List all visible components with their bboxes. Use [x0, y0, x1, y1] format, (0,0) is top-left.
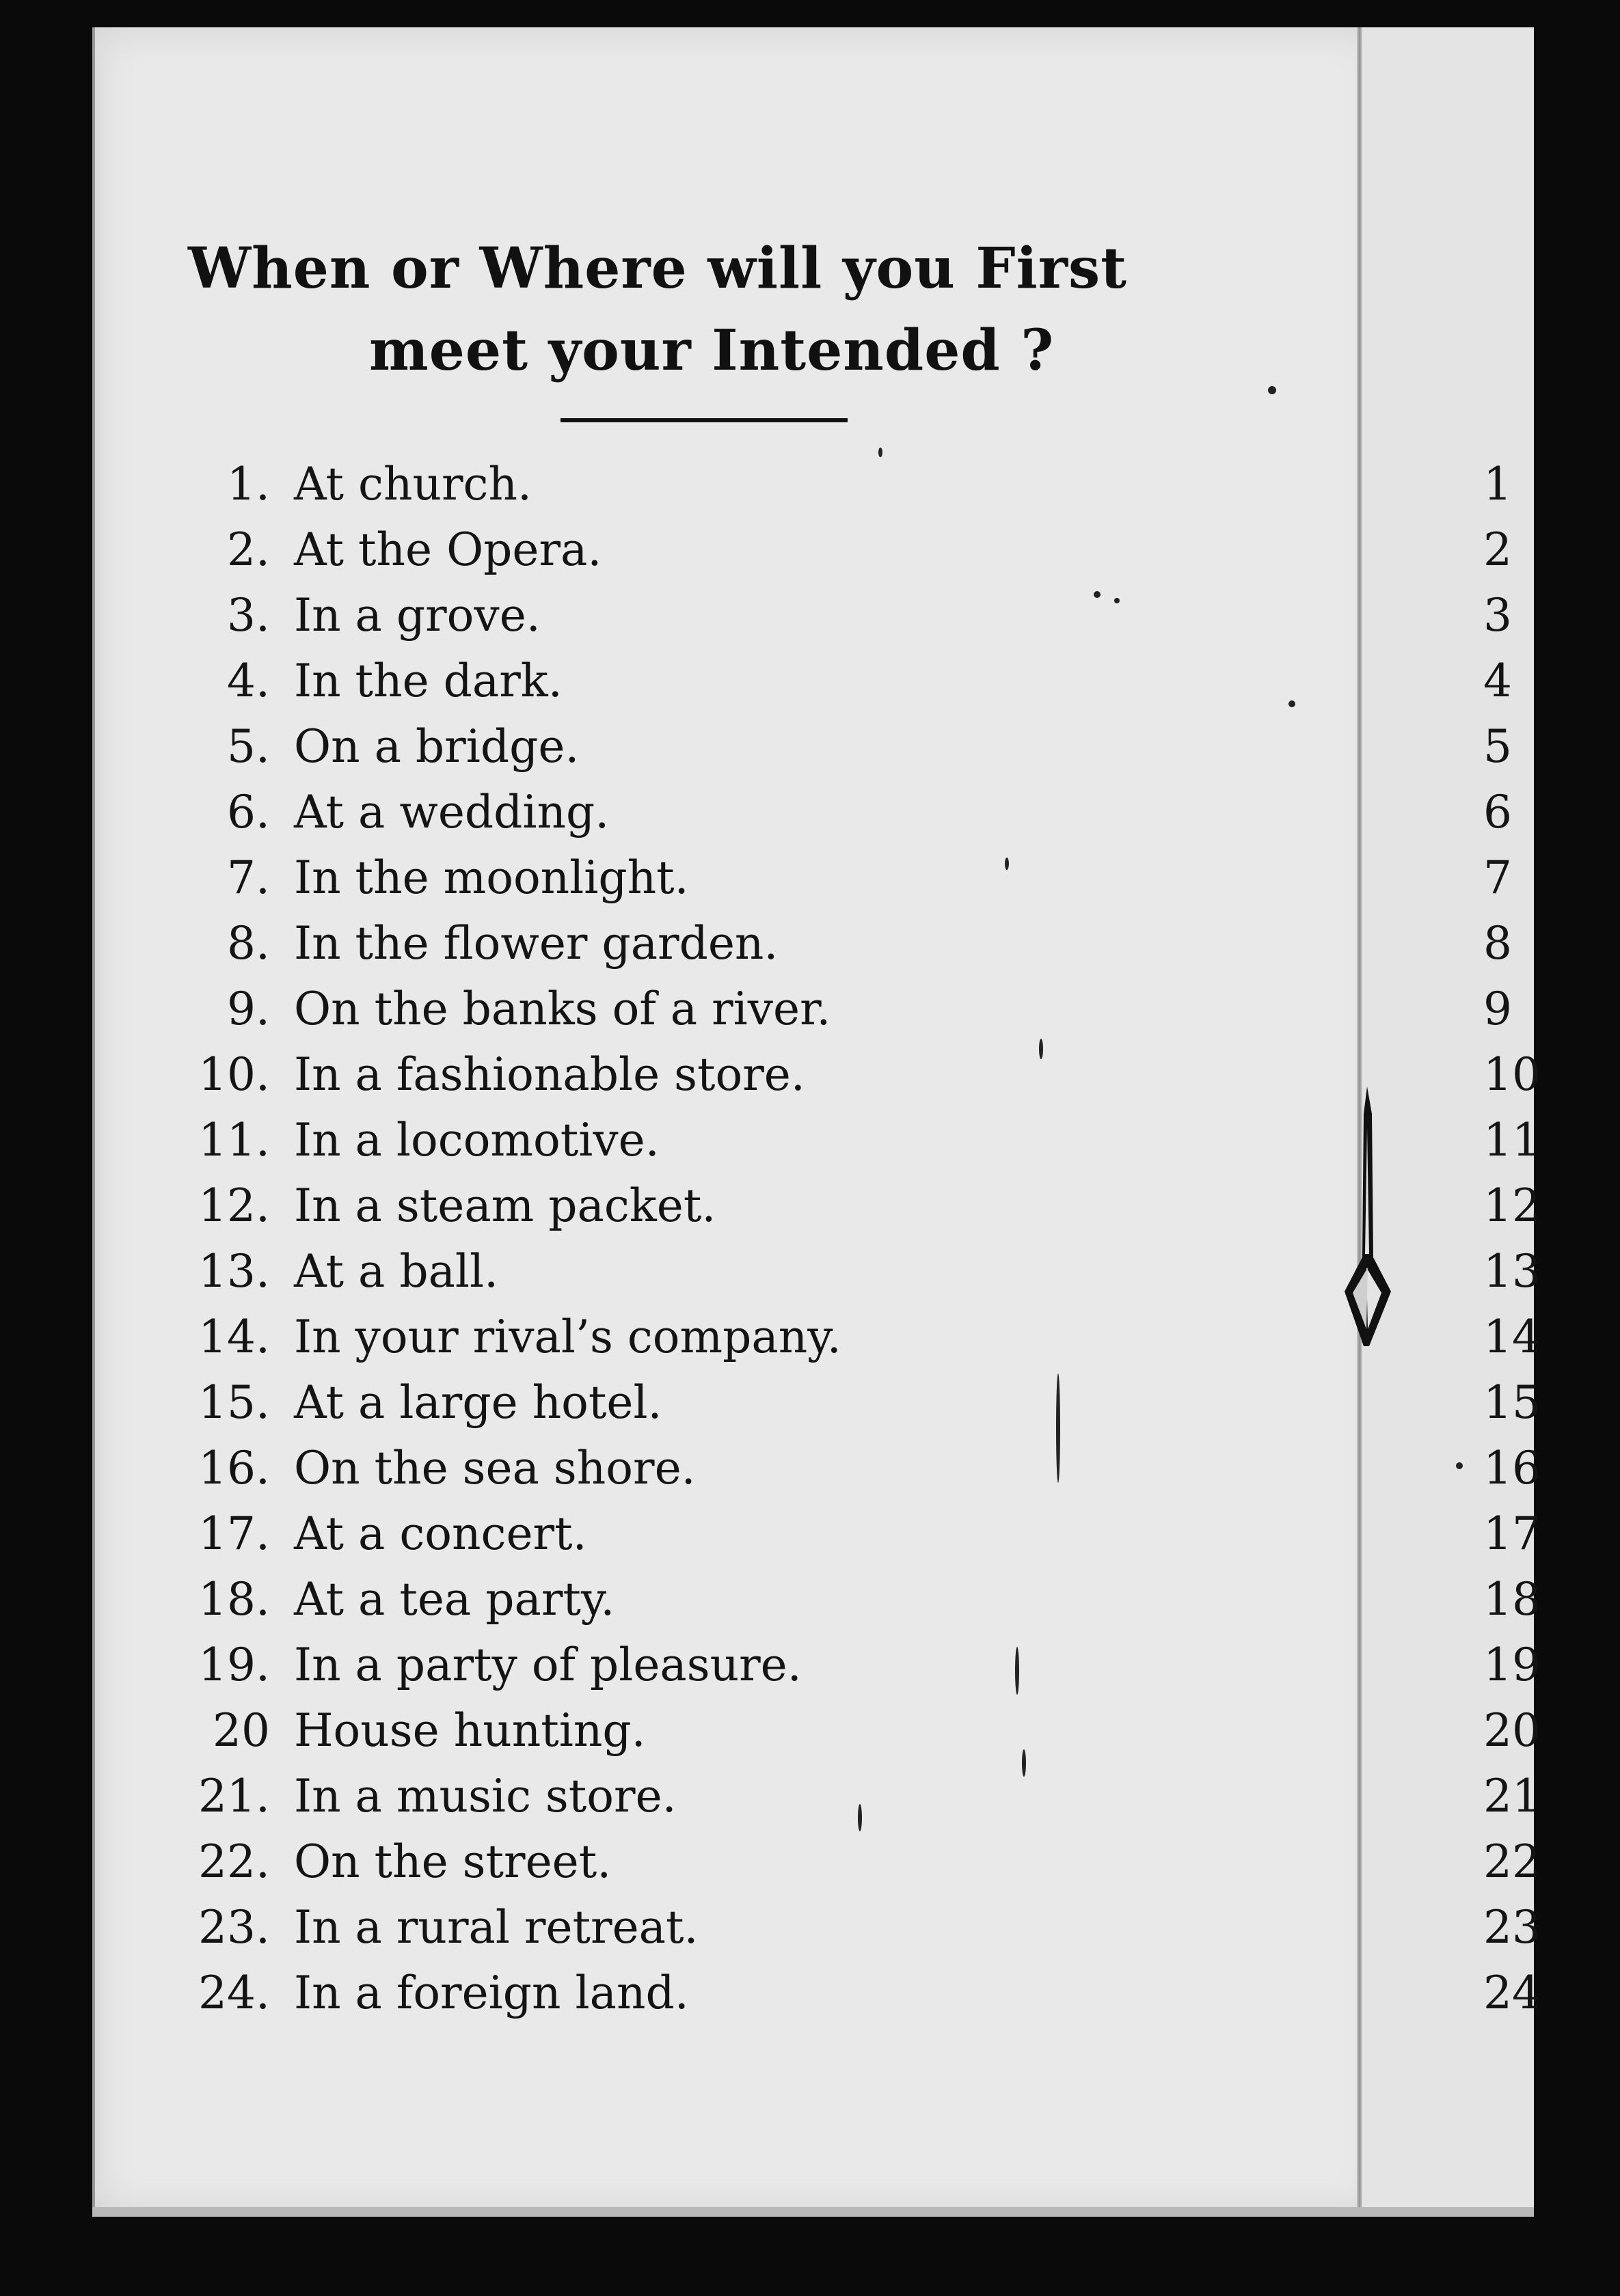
right-panel-number: 13 — [1483, 1245, 1541, 1298]
option-text: At a concert. — [294, 1507, 587, 1560]
right-panel-number: 20 — [1483, 1704, 1541, 1757]
option-number: 16. — [198, 1442, 270, 1494]
option-number: 7. — [227, 851, 270, 904]
option-item — [164, 983, 1189, 1048]
option-number: 8. — [227, 917, 270, 970]
option-item — [164, 458, 1189, 523]
option-text: At a wedding. — [294, 786, 610, 838]
page-title-line-1: When or Where will you First — [188, 236, 1127, 301]
print-speck — [1022, 1749, 1026, 1777]
option-item — [164, 917, 1189, 983]
right-panel-number: 22 — [1483, 1835, 1541, 1888]
option-number: 21. — [198, 1770, 270, 1822]
option-number: 3. — [227, 589, 270, 642]
option-item — [164, 1507, 1189, 1573]
right-panel-number: 10 — [1483, 1048, 1541, 1101]
print-speck — [1288, 700, 1295, 707]
print-speck — [1039, 1039, 1043, 1059]
option-number: 6. — [227, 786, 270, 838]
right-panel-number: 12 — [1483, 1179, 1541, 1232]
option-number: 1. — [227, 458, 270, 510]
option-number: 19. — [198, 1639, 270, 1691]
pointer-arrow-icon — [1336, 1086, 1398, 1346]
right-panel-number: 1 — [1483, 458, 1512, 510]
option-item — [164, 1114, 1189, 1179]
option-text: In a foreign land. — [294, 1967, 689, 2019]
card-bottom-edge — [92, 2207, 1534, 2217]
option-number: 13. — [198, 1245, 270, 1298]
right-panel-number: 23 — [1483, 1901, 1541, 1954]
print-speck — [1114, 598, 1120, 603]
option-number: 18. — [198, 1573, 270, 1626]
option-item — [164, 1245, 1189, 1311]
options-list — [164, 458, 1189, 2032]
option-number: 10. — [198, 1048, 270, 1101]
option-number: 9. — [227, 983, 270, 1035]
option-item — [164, 1442, 1189, 1507]
option-item — [164, 1639, 1189, 1704]
right-panel-number: 5 — [1483, 720, 1512, 773]
print-speck — [1005, 858, 1009, 870]
option-item — [164, 1048, 1189, 1114]
option-item — [164, 1179, 1189, 1245]
print-speck — [878, 448, 882, 457]
option-item — [164, 1376, 1189, 1442]
right-panel-number: 18 — [1483, 1573, 1541, 1626]
option-text: In a party of pleasure. — [294, 1639, 802, 1691]
right-panel-number: 11 — [1483, 1114, 1541, 1166]
option-number: 22. — [198, 1835, 270, 1888]
option-text: In a rural retreat. — [294, 1901, 699, 1954]
option-item — [164, 1901, 1189, 1967]
option-item — [164, 1770, 1189, 1835]
right-panel-number: 9 — [1483, 983, 1512, 1035]
option-text: At a tea party. — [294, 1573, 615, 1626]
print-speck — [1015, 1647, 1019, 1695]
print-speck — [1268, 386, 1276, 394]
right-panel-number: 2 — [1483, 523, 1512, 576]
option-item — [164, 851, 1189, 917]
option-text: In a music store. — [294, 1770, 677, 1822]
option-text: At church. — [294, 458, 532, 510]
option-item — [164, 1967, 1189, 2032]
option-item — [164, 655, 1189, 720]
page-title-line-2: meet your Intended ? — [369, 318, 1055, 383]
option-text: On a bridge. — [294, 720, 580, 773]
right-panel-number: 6 — [1483, 786, 1512, 838]
right-panel-number: 17 — [1483, 1507, 1541, 1560]
right-panel-number: 14 — [1483, 1311, 1541, 1363]
option-text: On the street. — [294, 1835, 612, 1888]
right-panel-number: 3 — [1483, 589, 1512, 642]
option-text: In your rival’s company. — [294, 1311, 841, 1363]
right-panel-number: 24 — [1483, 1967, 1541, 2019]
option-text: On the banks of a river. — [294, 983, 831, 1035]
option-text: In the moonlight. — [294, 851, 689, 904]
option-text: In a steam packet. — [294, 1179, 716, 1232]
right-panel-numbers — [1483, 458, 1620, 2032]
option-item — [164, 1704, 1189, 1770]
option-number: 2. — [227, 523, 270, 576]
option-text: On the sea shore. — [294, 1442, 696, 1494]
option-text: In the flower garden. — [294, 917, 779, 970]
option-item — [164, 1835, 1189, 1901]
option-number: 23. — [198, 1901, 270, 1954]
right-panel-number: 16 — [1483, 1442, 1541, 1494]
option-text: At a large hotel. — [294, 1376, 662, 1429]
option-item — [164, 1573, 1189, 1639]
option-item — [164, 720, 1189, 786]
option-number: 15. — [198, 1376, 270, 1429]
option-item — [164, 589, 1189, 655]
option-text: At the Opera. — [294, 523, 602, 576]
option-text: In the dark. — [294, 655, 563, 707]
title-divider — [561, 418, 848, 422]
right-panel-number: 21 — [1483, 1770, 1541, 1822]
print-speck — [1456, 1462, 1463, 1469]
right-panel-number: 7 — [1483, 851, 1512, 904]
option-item — [164, 1311, 1189, 1376]
right-panel-number: 15 — [1483, 1376, 1541, 1429]
option-text: In a locomotive. — [294, 1114, 660, 1166]
right-panel-number: 19 — [1483, 1639, 1541, 1691]
option-number: 5. — [227, 720, 270, 773]
option-number: 20 — [213, 1704, 270, 1757]
option-number: 12. — [198, 1179, 270, 1232]
option-item — [164, 786, 1189, 851]
print-speck — [1056, 1374, 1060, 1483]
print-speck — [1094, 591, 1101, 598]
option-text: In a fashionable store. — [294, 1048, 805, 1101]
option-number: 24. — [198, 1967, 270, 2019]
option-number: 14. — [198, 1311, 270, 1363]
option-text: House hunting. — [294, 1704, 646, 1757]
option-number: 17. — [198, 1507, 270, 1560]
option-text: In a grove. — [294, 589, 541, 642]
right-panel-number: 4 — [1483, 655, 1512, 707]
right-panel-number: 8 — [1483, 917, 1512, 970]
option-text: At a ball. — [294, 1245, 499, 1298]
option-number: 11. — [198, 1114, 270, 1166]
option-number: 4. — [227, 655, 270, 707]
option-item — [164, 523, 1189, 589]
print-speck — [858, 1804, 862, 1831]
